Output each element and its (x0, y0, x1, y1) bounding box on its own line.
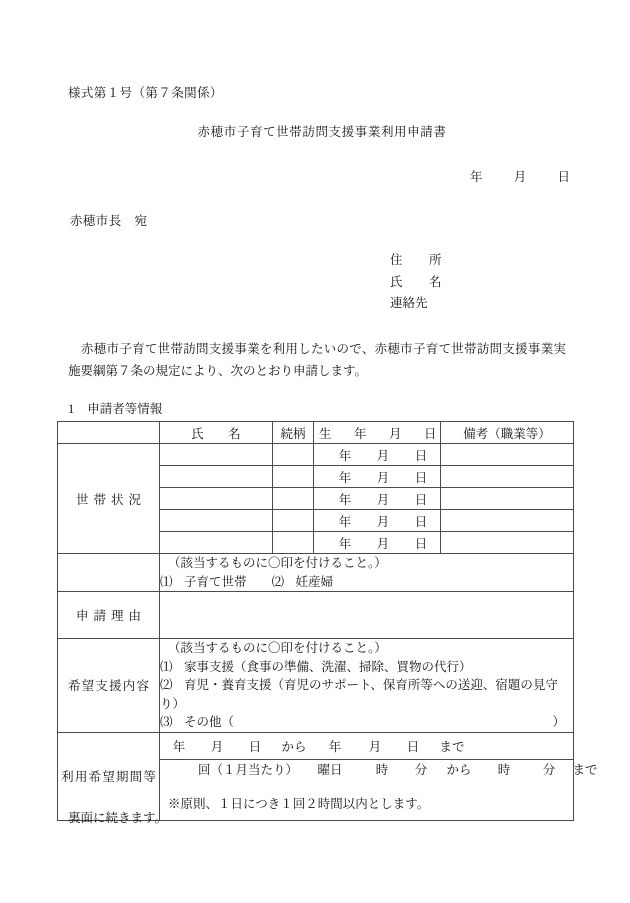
household-relation-input-5[interactable] (273, 532, 314, 554)
household-birthdate-input-2[interactable]: 年 月 日 (314, 466, 441, 488)
period-frequency-line[interactable] (160, 760, 598, 794)
header-blank-cell (58, 422, 160, 444)
period-from-month: 月 (210, 739, 224, 754)
household-birthdate-input-3[interactable]: 年 月 日 (314, 488, 441, 510)
reason-label: 申請理由 (58, 592, 160, 639)
period-date-range[interactable] (160, 732, 574, 759)
period-to-month: 月 (368, 739, 382, 754)
period-end-hour: 時 (497, 762, 511, 777)
body-paragraph: 赤穂市子育て世帯訪問支援事業を利用したいので、赤穂市子育て世帯訪問支援事業実施要綱第７条の規定により、次のとおり申請します。 (68, 342, 566, 378)
support-option-2[interactable] (160, 676, 573, 713)
footer-note: 裏面に続きます。 (68, 811, 168, 825)
applicant-info-block (390, 250, 449, 315)
support-option-3[interactable] (160, 713, 573, 732)
household-name-input-3[interactable] (160, 488, 273, 510)
date-month-label: 月 (513, 170, 527, 184)
period-start-word: から (446, 762, 472, 777)
date-year-label: 年 (470, 170, 483, 184)
household-remarks-input-3[interactable] (441, 488, 574, 510)
household-row-1 (58, 444, 574, 466)
reason-input[interactable] (160, 592, 574, 639)
form-number: 様式第１号（第７条関係） (68, 86, 223, 100)
household-option-2-text[interactable]: 妊産婦 (295, 574, 334, 589)
household-name-input-2[interactable] (160, 466, 273, 488)
period-count-unit: 回（１月当たり） (198, 762, 299, 777)
addressee: 赤穂市長 宛 (70, 214, 148, 228)
household-relation-input-2[interactable] (273, 466, 314, 488)
header-relation: 続柄 (273, 422, 314, 444)
household-remarks-input-2[interactable] (441, 466, 574, 488)
applicant-contact-label: 連絡先 (390, 296, 428, 310)
household-type-blank-label (58, 554, 160, 592)
support-option-1-num: ⑴ (160, 659, 173, 674)
household-type-option-list (160, 573, 573, 592)
household-relation-input-4[interactable] (273, 510, 314, 532)
support-note: （該当するものに〇印を付けること。） (168, 641, 387, 655)
household-name-input-4[interactable] (160, 510, 273, 532)
household-remarks-input-5[interactable] (441, 532, 574, 554)
document-title: 赤穂市子育て世帯訪問支援事業利用申請書 (197, 125, 447, 139)
household-type-note: （該当するものに〇印を付けること。） (168, 556, 387, 570)
household-birthdate-input-4[interactable]: 年 月 日 (314, 510, 441, 532)
reason-row (58, 592, 574, 639)
period-start-hour: 時 (375, 762, 389, 777)
header-remarks: 備考（職業等） (441, 422, 574, 444)
household-relation-input-1[interactable] (273, 444, 314, 466)
support-option-3-text: その他（ (184, 715, 235, 729)
household-status-label: 世帯状況 (58, 444, 160, 554)
household-option-1-text[interactable]: 子育て世帯 (184, 574, 247, 589)
header-name: 氏 名 (160, 422, 273, 444)
applicant-name-label: 氏 名 (390, 274, 449, 289)
support-option-2-text: 育児・養育支援（育児のサポート、保育所等への送迎、宿題の見守り） (160, 678, 558, 711)
household-remarks-input-1[interactable] (441, 444, 574, 466)
submission-date-line (470, 167, 570, 185)
period-end-word: まで (572, 762, 598, 777)
support-options[interactable] (160, 639, 574, 733)
section-1-title: 申請者等情報 (87, 402, 163, 416)
header-birthdate: 生 年 月 日 (314, 422, 441, 444)
household-name-input-5[interactable] (160, 532, 273, 554)
applicant-info-table (57, 421, 598, 821)
support-option-3-num: ⑶ (160, 715, 173, 729)
period-range-row (58, 732, 574, 759)
support-label: 希望支援内容 (58, 639, 160, 733)
household-birthdate-input-1[interactable]: 年 月 日 (314, 444, 441, 466)
household-name-input-1[interactable] (160, 444, 273, 466)
period-from-day: 日 (248, 739, 262, 754)
support-option-1[interactable] (160, 658, 573, 677)
period-from-word: から (281, 739, 307, 754)
period-remark: ※原則、１日につき１回２時間以内とします。 (168, 796, 430, 811)
section-1-number: 1 (68, 402, 75, 416)
support-row (58, 639, 574, 733)
applicant-address-label: 住 所 (390, 253, 449, 267)
support-option-2-num: ⑵ (160, 678, 173, 692)
section-1-heading (68, 399, 162, 417)
household-relation-input-3[interactable] (273, 488, 314, 510)
table-header-row (58, 422, 574, 444)
household-type-options[interactable] (160, 554, 574, 592)
period-to-year: 年 (328, 739, 342, 754)
period-start-min: 分 (414, 762, 428, 777)
household-type-row (58, 554, 574, 592)
period-label: 利用希望期間等 (58, 732, 160, 820)
support-option-1-text: 家事支援（食事の準備、洗濯、掃除、買物の代行） (184, 659, 472, 674)
support-option-3-close: ） (552, 715, 565, 729)
period-weekday: 曜日 (317, 762, 343, 777)
period-to-day: 日 (406, 739, 420, 754)
household-option-1-num: ⑴ (160, 574, 173, 589)
period-from-year: 年 (172, 739, 186, 754)
date-day-label: 日 (557, 170, 570, 184)
household-remarks-input-4[interactable] (441, 510, 574, 532)
period-frequency-cell (160, 759, 598, 820)
period-to-word: まで (439, 739, 465, 754)
household-option-2-num: ⑵ (271, 574, 285, 589)
period-end-min: 分 (542, 762, 556, 777)
household-birthdate-input-5[interactable]: 年 月 日 (314, 532, 441, 554)
